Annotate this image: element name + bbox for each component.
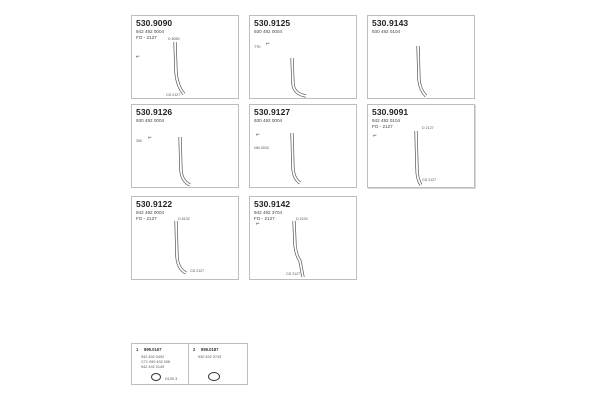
accessories-legend bbox=[131, 343, 248, 385]
clamp-icon: ⌐ bbox=[256, 132, 260, 138]
oem-number: 942 492 0004 bbox=[136, 210, 165, 215]
fit-note: FO - 2127 bbox=[136, 216, 157, 221]
legend-divider bbox=[188, 344, 189, 384]
clamp-ring-icon bbox=[151, 373, 161, 381]
part-number: 530.9142 bbox=[254, 199, 291, 209]
exhaust-pipe-drawing bbox=[132, 197, 240, 281]
dimension-tag: CD 2127 bbox=[190, 269, 205, 273]
part-card-530-9125[interactable] bbox=[249, 15, 357, 99]
oem-number: 942 492 3704 bbox=[254, 210, 283, 215]
dimension-tag: CD 2127 bbox=[422, 178, 437, 182]
exhaust-pipe-drawing bbox=[250, 105, 358, 189]
dimension-tag: D 8132 bbox=[178, 217, 190, 221]
fit-note: FO - 2127 bbox=[372, 124, 393, 129]
legend-oem-line: 930 492 0743 bbox=[198, 355, 222, 359]
clamp-icon: ⌐ bbox=[256, 221, 260, 227]
dimension-tag: D 8050 bbox=[168, 37, 180, 41]
part-number: 530.9122 bbox=[136, 199, 173, 209]
legend-item-number: 1 bbox=[136, 347, 139, 352]
exhaust-pipe-drawing bbox=[132, 16, 240, 100]
exhaust-pipe-drawing bbox=[250, 197, 358, 281]
part-number: 530.9090 bbox=[136, 18, 173, 28]
dimension-tag: CD 2127 bbox=[286, 272, 301, 276]
part-number: 530.9125 bbox=[254, 18, 291, 28]
legend-oem-line: 942 492 0149 bbox=[141, 365, 165, 369]
part-card-530-9122[interactable] bbox=[131, 196, 239, 280]
part-card-530-9142[interactable] bbox=[249, 196, 357, 280]
part-card-530-9127[interactable] bbox=[249, 104, 357, 188]
gasket-ring-icon bbox=[208, 372, 220, 381]
dimension-tag: NM-3033 bbox=[254, 146, 269, 150]
part-number: 530.9091 bbox=[372, 107, 409, 117]
legend-part-number: 899.0167 bbox=[144, 347, 162, 352]
oem-number: 942 492 0104 bbox=[372, 118, 401, 123]
oem-number: 930 492 0004 bbox=[136, 118, 165, 123]
oem-number: 930 492 0104 bbox=[372, 29, 401, 34]
oem-number: 930 492 0004 bbox=[254, 118, 283, 123]
dimension-tag: D 2127 bbox=[422, 126, 434, 130]
dimension-tag: 350 bbox=[136, 139, 142, 143]
legend-size-tag: D100.3 bbox=[165, 377, 178, 381]
part-card-530-9090[interactable] bbox=[131, 15, 239, 99]
dimension-tag: D 2100 bbox=[296, 217, 308, 221]
oem-number: 942 492 0004 bbox=[136, 29, 165, 34]
clamp-icon: ⌐ bbox=[136, 54, 140, 60]
part-card-530-9126[interactable] bbox=[131, 104, 239, 188]
exhaust-pipe-drawing bbox=[368, 16, 476, 100]
part-card-530-9091[interactable] bbox=[367, 104, 475, 188]
clamp-icon: ⌐ bbox=[373, 133, 377, 139]
legend-oem-line: C71 099 492 006 bbox=[141, 360, 171, 364]
clamp-icon: ⌐ bbox=[266, 41, 270, 47]
legend-part-number: 899.0187 bbox=[201, 347, 219, 352]
dimension-tag: TTK bbox=[254, 45, 261, 49]
dimension-tag: CD 0127 bbox=[166, 93, 181, 97]
legend-item-number: 2 bbox=[193, 347, 196, 352]
clamp-icon: ⌐ bbox=[148, 135, 152, 141]
fit-note: FO - 2127 bbox=[136, 35, 157, 40]
fit-note: FO - 2127 bbox=[254, 216, 275, 221]
part-card-530-9143[interactable] bbox=[367, 15, 475, 99]
part-number: 530.9143 bbox=[372, 18, 409, 28]
exhaust-pipe-drawing bbox=[368, 105, 476, 189]
part-number: 530.9127 bbox=[254, 107, 291, 117]
oem-number: 930 492 0004 bbox=[254, 29, 283, 34]
exhaust-pipe-drawing bbox=[250, 16, 358, 100]
exhaust-pipe-drawing bbox=[132, 105, 240, 189]
legend-oem-line: 942 492 0492 bbox=[141, 355, 165, 359]
part-number: 530.9126 bbox=[136, 107, 173, 117]
